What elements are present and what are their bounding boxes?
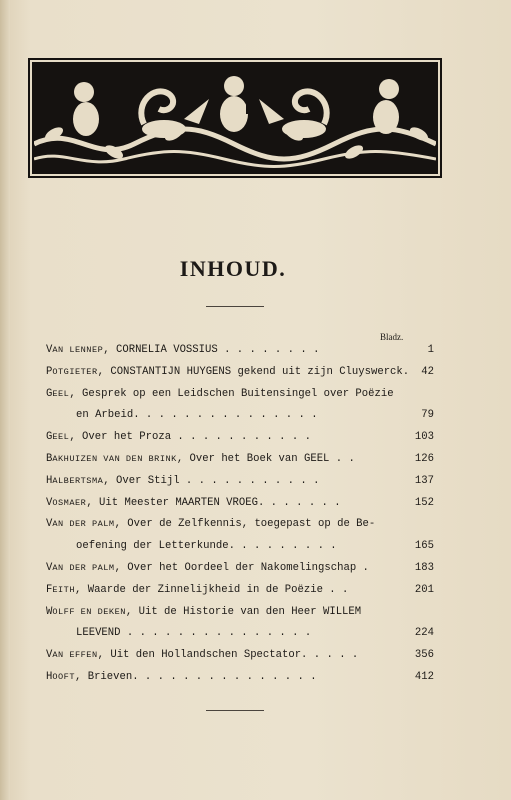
toc-page-number: 183 — [414, 561, 434, 574]
toc-author-name: OOFT — [52, 671, 75, 682]
toc-author-initial: V — [46, 649, 53, 662]
toc-entry-title — [46, 602, 361, 624]
toc-author-initial: V — [46, 561, 53, 574]
toc-entry — [46, 602, 434, 624]
toc-author-initial: H — [46, 670, 53, 683]
toc-page-number: 79 — [421, 409, 434, 422]
toc-entry-title — [46, 340, 319, 362]
toc-page-number: 356 — [414, 649, 434, 662]
toc-entry-text: , Uit den Hollandschen Spectator. . . . . — [97, 649, 359, 662]
toc-author-name: EEL — [52, 432, 70, 443]
toc-entry-title — [46, 449, 355, 471]
toc-entry-text: , Gesprek op een Leidschen Buitensingel over Poëzie — [69, 387, 394, 400]
toc-entry-text: , Brieven. . . . . . . . . . . . . . . — [75, 670, 317, 683]
toc-entry — [46, 427, 434, 449]
toc-entry-title — [46, 667, 317, 689]
toc-author-name: OTGIETER — [52, 366, 98, 377]
page-column-label: Bladz. — [380, 332, 404, 342]
toc-entry-title — [46, 645, 358, 667]
toc-entry — [46, 384, 434, 406]
page-gutter — [0, 0, 10, 800]
toc-author-name: AN DER PALM — [52, 519, 115, 530]
toc-entry-text: oefening der Letterkunde. . . . . . . . . — [76, 540, 337, 553]
toc-entry — [46, 667, 434, 689]
toc-entry — [46, 645, 434, 667]
toc-page-number: 103 — [414, 431, 434, 444]
toc-entry-title — [46, 362, 409, 384]
toc-entry — [46, 493, 434, 515]
toc-page-number: 126 — [414, 452, 434, 465]
toc-entry — [46, 536, 434, 558]
toc-page-number: 1 — [427, 344, 434, 356]
toc-author-initial: V — [46, 344, 53, 356]
toc-author-initial: W — [46, 605, 53, 618]
toc-entry — [46, 471, 434, 493]
toc-entry — [46, 558, 434, 580]
toc-entry-text: , Over het Oordeel der Nakomelingschap . — [114, 561, 369, 574]
toc-entry-title — [46, 427, 311, 449]
toc-page-number: 224 — [414, 627, 434, 640]
toc-author-initial: V — [46, 518, 53, 531]
title-divider — [206, 306, 264, 307]
table-of-contents — [46, 340, 434, 689]
toc-entry-text: en Arbeid. . . . . . . . . . . . . . . — [76, 409, 318, 422]
toc-author-name: EEL — [52, 388, 70, 399]
toc-entry-text: LEEVEND . . . . . . . . . . . . . . . — [76, 627, 312, 640]
toc-entry-text: , CONSTANTIJN HUYGENS gekend uit zijn Cluyswerck. — [97, 365, 410, 378]
toc-author-name: ALBERTSMA — [52, 475, 104, 486]
toc-author-initial: B — [46, 452, 53, 465]
toc-entry-title — [46, 514, 375, 536]
toc-entry-title — [46, 471, 319, 493]
toc-entry — [46, 514, 434, 536]
toc-author-initial: G — [46, 431, 53, 444]
toc-author-name: AN EFFEN — [52, 650, 98, 661]
toc-entry-title — [76, 623, 311, 645]
toc-entry — [46, 449, 434, 471]
toc-author-initial: V — [46, 496, 53, 509]
toc-author-name: AN LENNEP — [52, 345, 104, 355]
toc-author-name: AN DER PALM — [52, 562, 115, 573]
toc-author-initial: G — [46, 387, 53, 400]
toc-entry — [46, 405, 434, 427]
toc-author-initial: P — [46, 365, 53, 378]
toc-author-initial: H — [46, 474, 53, 487]
toc-entry-title — [46, 580, 348, 602]
toc-entry-title — [76, 405, 318, 427]
toc-entry — [46, 340, 434, 362]
toc-entry-text: , Over Stijl . . . . . . . . . . . — [103, 474, 320, 487]
toc-entry-text: , Over het Boek van GEEL . . — [176, 452, 355, 465]
toc-entry-title — [46, 493, 341, 515]
toc-entry — [46, 362, 434, 384]
toc-author-name: OLFF EN DEKEN — [52, 606, 126, 617]
toc-author-name: EITH — [52, 584, 75, 595]
toc-entry-text: , Uit Meester MAARTEN VROEG. . . . . . . — [86, 496, 341, 509]
footer-divider — [206, 710, 264, 711]
toc-entry-title — [46, 558, 369, 580]
toc-author-name: OSMAER — [52, 497, 87, 508]
toc-author-initial: F — [46, 583, 53, 596]
toc-author-name: AKHUIZEN VAN DEN BRINK — [52, 453, 177, 464]
toc-entry-text: , CORNELIA VOSSIUS . . . . . . . . — [103, 344, 320, 356]
toc-entry-text: , Uit de Historie van den Heer WILLEM — [125, 605, 362, 618]
toc-page-number: 42 — [421, 365, 434, 378]
toc-entry-text: , Over de Zelfkennis, toegepast op de Be- — [114, 518, 376, 531]
toc-entry — [46, 580, 434, 602]
toc-page-number: 152 — [414, 496, 434, 509]
toc-entry-title — [76, 536, 337, 558]
toc-entry-text: , Over het Proza . . . . . . . . . . . — [69, 431, 311, 444]
toc-entry-text: , Waarde der Zinnelijkheid in de Poëzie . . — [75, 583, 349, 596]
page-title: INHOUD. — [179, 256, 287, 281]
toc-page-number: 201 — [414, 583, 434, 596]
toc-page-number: 137 — [414, 474, 434, 487]
toc-page-number: 165 — [414, 540, 434, 553]
decorative-header-ornament-icon — [32, 62, 438, 174]
toc-entry — [46, 623, 434, 645]
toc-page-number: 412 — [414, 670, 434, 683]
toc-entry-title — [46, 384, 394, 406]
